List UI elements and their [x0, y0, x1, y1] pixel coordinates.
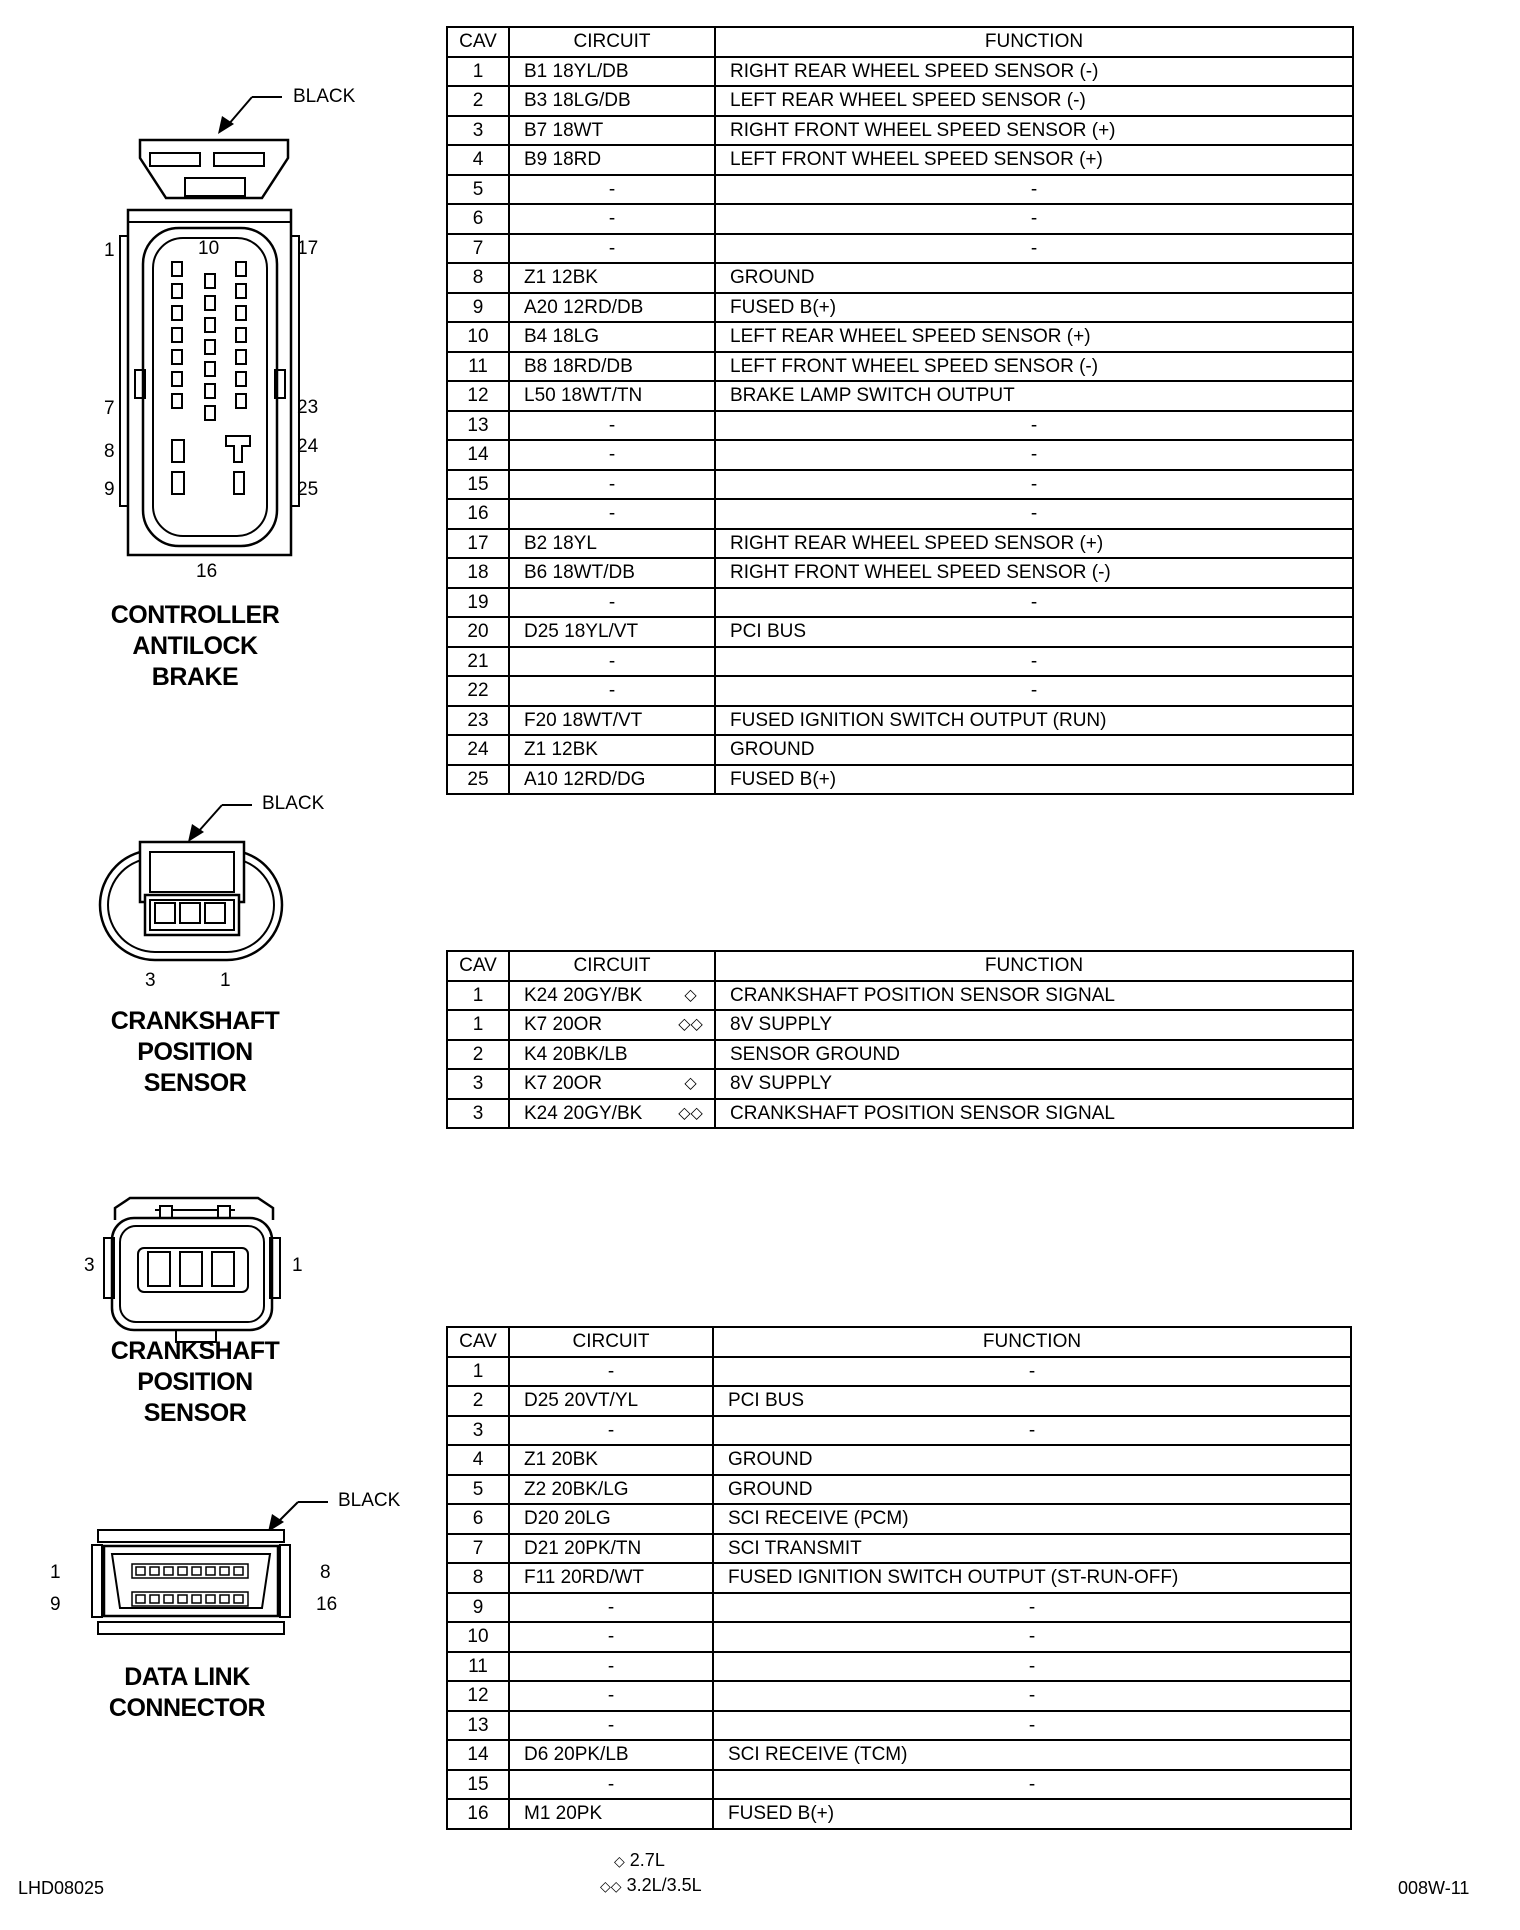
- function-cell: SCI RECEIVE (PCM): [713, 1504, 1351, 1534]
- table-row: [447, 145, 1353, 175]
- data-link-connector-drawing: [0, 0, 1, 1]
- function-cell: -: [713, 1652, 1351, 1682]
- cav-cell: 5: [447, 1475, 509, 1505]
- abs-pin-label: 16: [196, 561, 218, 582]
- abs-pinout-table: [446, 26, 1354, 795]
- function-cell: SCI TRANSMIT: [713, 1534, 1351, 1564]
- dlc-pin-label: 8: [320, 1562, 331, 1583]
- function-cell: CRANKSHAFT POSITION SENSOR SIGNAL: [715, 1099, 1353, 1129]
- circuit-cell: B9 18RD: [509, 145, 715, 175]
- abs-pin-label: 8: [104, 441, 115, 462]
- function-cell: GROUND: [715, 735, 1353, 765]
- circuit-cell: -: [509, 1357, 713, 1387]
- circuit-header: CIRCUIT: [509, 27, 715, 57]
- function-cell: GROUND: [713, 1445, 1351, 1475]
- table-row: [447, 470, 1353, 500]
- cav-cell: 20: [447, 617, 509, 647]
- table-row: [447, 234, 1353, 264]
- circuit-cell: K4 20BK/LB: [509, 1040, 667, 1070]
- function-cell: 8V SUPPLY: [715, 1069, 1353, 1099]
- cav-cell: 19: [447, 588, 509, 618]
- table-row: [447, 1504, 1351, 1534]
- table-row: [447, 293, 1353, 323]
- abs-pin-label: 7: [104, 398, 115, 419]
- cav-header: CAV: [447, 951, 509, 981]
- function-cell: LEFT FRONT WHEEL SPEED SENSOR (+): [715, 145, 1353, 175]
- circuit-cell: A20 12RD/DB: [509, 293, 715, 323]
- circuit-cell: -: [509, 1681, 713, 1711]
- circuit-cell: D6 20PK/LB: [509, 1740, 713, 1770]
- table-row: [447, 1622, 1351, 1652]
- circuit-cell: -: [509, 1622, 713, 1652]
- cav-cell: 3: [447, 1099, 509, 1129]
- function-cell: -: [715, 647, 1353, 677]
- table-row: [447, 499, 1353, 529]
- cav-cell: 4: [447, 1445, 509, 1475]
- table-row: [447, 381, 1353, 411]
- circuit-cell: -: [509, 234, 715, 264]
- cav-cell: 10: [447, 322, 509, 352]
- double-diamond-icon: ◇◇: [600, 1878, 622, 1894]
- circuit-cell: D21 20PK/TN: [509, 1534, 713, 1564]
- function-cell: GROUND: [715, 263, 1353, 293]
- connector-color-label: BLACK: [338, 1490, 401, 1511]
- cav-cell: 6: [447, 204, 509, 234]
- table-row: [447, 1416, 1351, 1446]
- function-cell: -: [713, 1416, 1351, 1446]
- engine-marker-icon: ◇◇: [667, 1010, 715, 1040]
- circuit-cell: -: [509, 470, 715, 500]
- cav-cell: 10: [447, 1622, 509, 1652]
- cav-cell: 21: [447, 647, 509, 677]
- function-cell: LEFT REAR WHEEL SPEED SENSOR (+): [715, 322, 1353, 352]
- cav-header: CAV: [447, 1327, 509, 1357]
- table-row: [447, 1681, 1351, 1711]
- dlc-pin-label: 1: [50, 1562, 61, 1583]
- cav-cell: 12: [447, 381, 509, 411]
- abs-pin-label: 1: [104, 240, 115, 261]
- figure-id-left: LHD08025: [18, 1878, 105, 1898]
- function-cell: SENSOR GROUND: [715, 1040, 1353, 1070]
- table-row: [447, 735, 1353, 765]
- cav-cell: 3: [447, 1069, 509, 1099]
- circuit-cell: -: [509, 1652, 713, 1682]
- abs-pin-label: 17: [297, 238, 319, 259]
- function-cell: -: [715, 499, 1353, 529]
- circuit-cell: B4 18LG: [509, 322, 715, 352]
- cav-cell: 2: [447, 1386, 509, 1416]
- circuit-cell: -: [509, 440, 715, 470]
- crank-oval-pin-label: 1: [220, 970, 231, 991]
- cav-cell: 7: [447, 234, 509, 264]
- table-row: [447, 647, 1353, 677]
- table-row: [447, 676, 1353, 706]
- function-cell: CRANKSHAFT POSITION SENSOR SIGNAL: [715, 981, 1353, 1011]
- table-row: [447, 1593, 1351, 1623]
- dlc-pin-label: 16: [316, 1594, 338, 1615]
- cav-cell: 22: [447, 676, 509, 706]
- circuit-cell: B8 18RD/DB: [509, 352, 715, 382]
- dlc-connector-name: DATA LINK CONNECTOR: [108, 1663, 266, 1722]
- cav-cell: 11: [447, 352, 509, 382]
- table-row: [447, 116, 1353, 146]
- connector-color-label: BLACK: [293, 86, 356, 107]
- function-cell: -: [715, 588, 1353, 618]
- table-row: [447, 1711, 1351, 1741]
- table-row: [447, 706, 1353, 736]
- function-cell: LEFT REAR WHEEL SPEED SENSOR (-): [715, 86, 1353, 116]
- function-cell: PCI BUS: [715, 617, 1353, 647]
- cav-cell: 1: [447, 57, 509, 87]
- dlc-pinout-table: [446, 1326, 1352, 1830]
- circuit-cell: -: [509, 499, 715, 529]
- table-row: [447, 1534, 1351, 1564]
- table-row: [447, 322, 1353, 352]
- circuit-cell: -: [509, 204, 715, 234]
- table-row: [447, 352, 1353, 382]
- circuit-cell: K24 20GY/BK: [509, 981, 667, 1011]
- engine-marker-icon: ◇◇: [667, 1099, 715, 1129]
- function-cell: -: [715, 440, 1353, 470]
- table-row: [447, 617, 1353, 647]
- function-cell: FUSED IGNITION SWITCH OUTPUT (ST-RUN-OFF): [713, 1563, 1351, 1593]
- table-row: [447, 1563, 1351, 1593]
- cav-cell: 15: [447, 470, 509, 500]
- function-cell: FUSED IGNITION SWITCH OUTPUT (RUN): [715, 706, 1353, 736]
- table-row: [447, 1357, 1351, 1387]
- cav-cell: 8: [447, 1563, 509, 1593]
- function-cell: SCI RECEIVE (TCM): [713, 1740, 1351, 1770]
- cav-cell: 3: [447, 1416, 509, 1446]
- circuit-cell: Z1 12BK: [509, 735, 715, 765]
- function-cell: FUSED B(+): [715, 293, 1353, 323]
- circuit-header: CIRCUIT: [509, 951, 715, 981]
- cav-cell: 24: [447, 735, 509, 765]
- function-cell: -: [715, 175, 1353, 205]
- circuit-header: CIRCUIT: [509, 1327, 713, 1357]
- table-row: [447, 1040, 1353, 1070]
- circuit-cell: D20 20LG: [509, 1504, 713, 1534]
- function-cell: 8V SUPPLY: [715, 1010, 1353, 1040]
- function-cell: RIGHT FRONT WHEEL SPEED SENSOR (-): [715, 558, 1353, 588]
- table-row: [447, 1770, 1351, 1800]
- cav-cell: 9: [447, 293, 509, 323]
- table-row: [447, 529, 1353, 559]
- table-row: [447, 57, 1353, 87]
- function-cell: -: [713, 1357, 1351, 1387]
- function-cell: -: [713, 1770, 1351, 1800]
- function-cell: -: [713, 1711, 1351, 1741]
- cav-cell: 23: [447, 706, 509, 736]
- circuit-cell: D25 18YL/VT: [509, 617, 715, 647]
- table-row: [447, 1069, 1353, 1099]
- table-row: [447, 1386, 1351, 1416]
- cav-cell: 15: [447, 1770, 509, 1800]
- cav-cell: 16: [447, 499, 509, 529]
- function-cell: RIGHT REAR WHEEL SPEED SENSOR (-): [715, 57, 1353, 87]
- cav-cell: 16: [447, 1799, 509, 1829]
- function-header: FUNCTION: [715, 27, 1353, 57]
- circuit-cell: A10 12RD/DG: [509, 765, 715, 795]
- engine-legend: [600, 1848, 702, 1898]
- circuit-cell: F11 20RD/WT: [509, 1563, 713, 1593]
- circuit-cell: B7 18WT: [509, 116, 715, 146]
- circuit-cell: -: [509, 1416, 713, 1446]
- circuit-cell: Z1 20BK: [509, 1445, 713, 1475]
- circuit-cell: B3 18LG/DB: [509, 86, 715, 116]
- circuit-cell: -: [509, 1593, 713, 1623]
- legend-entry: ◇◇ 3.2L/3.5L: [600, 1875, 702, 1895]
- function-header: FUNCTION: [715, 951, 1353, 981]
- function-cell: LEFT FRONT WHEEL SPEED SENSOR (-): [715, 352, 1353, 382]
- circuit-cell: F20 18WT/VT: [509, 706, 715, 736]
- table-row: [447, 440, 1353, 470]
- cav-cell: 3: [447, 116, 509, 146]
- cav-cell: 5: [447, 175, 509, 205]
- function-cell: -: [715, 204, 1353, 234]
- abs-connector-name: CONTROLLER ANTILOCK BRAKE: [110, 601, 280, 691]
- circuit-cell: -: [509, 1770, 713, 1800]
- cav-cell: 12: [447, 1681, 509, 1711]
- table-row: [447, 1740, 1351, 1770]
- cav-cell: 25: [447, 765, 509, 795]
- function-cell: GROUND: [713, 1475, 1351, 1505]
- abs-pin-label: 23: [297, 397, 319, 418]
- cav-header: CAV: [447, 27, 509, 57]
- function-cell: BRAKE LAMP SWITCH OUTPUT: [715, 381, 1353, 411]
- crank-rect-pin-label: 1: [292, 1255, 303, 1276]
- function-cell: RIGHT FRONT WHEEL SPEED SENSOR (+): [715, 116, 1353, 146]
- function-cell: -: [715, 411, 1353, 441]
- function-cell: -: [715, 234, 1353, 264]
- table-row: [447, 558, 1353, 588]
- crank-oval-connector-name: CRANKSHAFT POSITION SENSOR: [110, 1007, 280, 1097]
- table-row: [447, 1445, 1351, 1475]
- table-row: [447, 588, 1353, 618]
- crank-rect-pin-label: 3: [84, 1255, 95, 1276]
- cav-cell: 7: [447, 1534, 509, 1564]
- cav-cell: 13: [447, 1711, 509, 1741]
- circuit-cell: -: [509, 411, 715, 441]
- cav-cell: 2: [447, 86, 509, 116]
- circuit-cell: -: [509, 1711, 713, 1741]
- crank-oval-pin-label: 3: [145, 970, 156, 991]
- table-header-row: [447, 951, 1353, 981]
- table-row: [447, 1010, 1353, 1040]
- circuit-cell: L50 18WT/TN: [509, 381, 715, 411]
- table-row: [447, 175, 1353, 205]
- cav-cell: 14: [447, 1740, 509, 1770]
- cav-cell: 8: [447, 263, 509, 293]
- cav-cell: 13: [447, 411, 509, 441]
- page-id-right: 008W-11: [1398, 1878, 1470, 1898]
- circuit-cell: D25 20VT/YL: [509, 1386, 713, 1416]
- function-cell: -: [715, 470, 1353, 500]
- table-row: [447, 1652, 1351, 1682]
- cav-cell: 4: [447, 145, 509, 175]
- function-cell: -: [713, 1681, 1351, 1711]
- function-cell: -: [713, 1593, 1351, 1623]
- dlc-pin-label: 9: [50, 1594, 61, 1615]
- table-row: [447, 263, 1353, 293]
- function-cell: FUSED B(+): [715, 765, 1353, 795]
- table-header-row: [447, 27, 1353, 57]
- cav-cell: 18: [447, 558, 509, 588]
- abs-pin-label: 10: [198, 238, 220, 259]
- abs-pin-label: 25: [297, 479, 319, 500]
- cav-cell: 11: [447, 1652, 509, 1682]
- cav-cell: 1: [447, 1357, 509, 1387]
- table-row: [447, 204, 1353, 234]
- connector-color-label: BLACK: [262, 793, 325, 814]
- circuit-cell: K7 20OR: [509, 1010, 667, 1040]
- function-cell: RIGHT REAR WHEEL SPEED SENSOR (+): [715, 529, 1353, 559]
- circuit-cell: -: [509, 175, 715, 205]
- circuit-cell: K7 20OR: [509, 1069, 667, 1099]
- table-header-row: [447, 1327, 1351, 1357]
- cav-cell: 6: [447, 1504, 509, 1534]
- table-row: [447, 1799, 1351, 1829]
- table-row: [447, 411, 1353, 441]
- engine-marker-icon: ◇: [667, 1069, 715, 1099]
- cav-cell: 14: [447, 440, 509, 470]
- circuit-cell: K24 20GY/BK: [509, 1099, 667, 1129]
- crank-rect-connector-name: CRANKSHAFT POSITION SENSOR: [110, 1337, 280, 1427]
- function-cell: -: [713, 1622, 1351, 1652]
- abs-pin-label: 9: [104, 479, 115, 500]
- function-cell: FUSED B(+): [713, 1799, 1351, 1829]
- function-cell: -: [715, 676, 1353, 706]
- cav-cell: 2: [447, 1040, 509, 1070]
- cav-cell: 9: [447, 1593, 509, 1623]
- diamond-icon: ◇: [614, 1853, 625, 1869]
- engine-marker-icon: [667, 1040, 715, 1070]
- circuit-cell: B1 18YL/DB: [509, 57, 715, 87]
- table-row: [447, 765, 1353, 795]
- circuit-cell: B2 18YL: [509, 529, 715, 559]
- table-row: [447, 1099, 1353, 1129]
- engine-marker-icon: ◇: [667, 981, 715, 1011]
- circuit-cell: -: [509, 588, 715, 618]
- cav-cell: 1: [447, 1010, 509, 1040]
- function-header: FUNCTION: [713, 1327, 1351, 1357]
- function-cell: PCI BUS: [713, 1386, 1351, 1416]
- table-row: [447, 981, 1353, 1011]
- abs-pin-label: 24: [297, 436, 319, 457]
- cav-cell: 1: [447, 981, 509, 1011]
- legend-entry: ◇ 2.7L: [614, 1850, 665, 1870]
- circuit-cell: -: [509, 676, 715, 706]
- crankshaft-pinout-table: [446, 950, 1354, 1129]
- cav-cell: 17: [447, 529, 509, 559]
- table-row: [447, 86, 1353, 116]
- table-row: [447, 1475, 1351, 1505]
- circuit-cell: Z2 20BK/LG: [509, 1475, 713, 1505]
- circuit-cell: M1 20PK: [509, 1799, 713, 1829]
- circuit-cell: B6 18WT/DB: [509, 558, 715, 588]
- circuit-cell: -: [509, 647, 715, 677]
- circuit-cell: Z1 12BK: [509, 263, 715, 293]
